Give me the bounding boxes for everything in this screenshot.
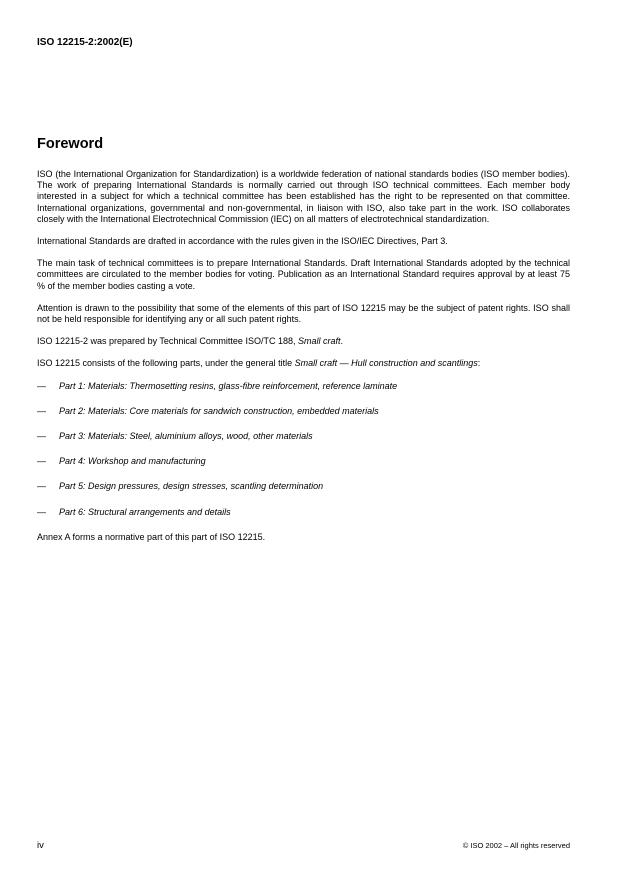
list-item — [37, 456, 570, 467]
part-title: Part 2: Materials: Core materials for sandwich construction, embedded materials — [59, 405, 379, 416]
parts-list — [37, 381, 570, 518]
part-title: Part 1: Materials: Thermosetting resins, glass-fibre reinforcement, reference laminate — [59, 380, 398, 391]
committee-title: Small craft — [297, 336, 341, 347]
list-item — [37, 431, 570, 442]
dash-bullet: — — [37, 405, 46, 416]
part-title: Part 6: Structural arrangements and details — [59, 506, 231, 517]
list-item — [37, 381, 570, 392]
parts-intro-text: ISO 12215 consists of the following parts, under the general title — [37, 358, 295, 369]
list-item — [37, 481, 570, 492]
paragraph-annex: Annex A forms a normative part of this part of ISO 12215. — [37, 531, 266, 542]
dash-bullet: — — [37, 380, 46, 391]
foreword-body — [37, 169, 570, 554]
dash-bullet: — — [37, 456, 46, 467]
paragraph-directives: International Standards are drafted in accordance with the rules given in the ISO/IEC Directives, Part 3. — [37, 236, 448, 247]
list-item — [37, 507, 570, 518]
paragraph-patent-rights: Attention is drawn to the possibility that some of the elements of this part of ISO 12215 may be the subject of patent rights. ISO shall not be held responsible for identifying any or all such patent rights. — [37, 302, 570, 325]
paragraph-parts-intro — [37, 358, 570, 369]
copyright-notice: © ISO 2002 – All rights reserved — [462, 841, 570, 850]
paragraph-iso-organization: ISO (the International Organization for Standardization) is a worldwide federation of national standards bodies (ISO member bodies). The work of preparing International Standards is normally carried out through ISO technical committees. Each member body interested in a subject for which a technical committee has been established has the right to be represented on that committee. International organizations, governmental and non-governmental, in liaison with ISO, also take part in the work. ISO collaborates closely with the International Electrotechnical Commission (IEC) on all matters of electrotechnical standardization. — [37, 169, 570, 224]
parts-intro-colon: : — [477, 358, 481, 369]
list-item — [37, 406, 570, 417]
dash-bullet: — — [37, 506, 46, 517]
part-title: Part 5: Design pressures, design stresses, scantling determination — [59, 481, 324, 492]
document-id-header: ISO 12215-2:2002(E) — [37, 37, 133, 48]
prepared-by-text: ISO 12215-2 was prepared by Technical Committee ISO/TC 188, — [37, 336, 298, 347]
dash-bullet: — — [37, 481, 46, 492]
part-title: Part 3: Materials: Steel, aluminium alloys, wood, other materials — [59, 431, 313, 442]
general-title: Small craft — Hull construction and scantlings — [294, 358, 478, 369]
prepared-by-period: . — [340, 336, 343, 347]
page-title: Foreword — [37, 136, 104, 152]
paragraph-prepared-by — [37, 336, 570, 347]
page-number: iv — [37, 840, 44, 851]
dash-bullet: — — [37, 431, 46, 442]
part-title: Part 4: Workshop and manufacturing — [59, 456, 206, 467]
paragraph-technical-committees: The main task of technical committees is to prepare International Standards. Draft International Standards adopted by the technical committees are circulated to the member bodies for voting. Publication as an International Standard requires approval by at least 75 % of the member bodies casting a vote. — [37, 258, 570, 291]
